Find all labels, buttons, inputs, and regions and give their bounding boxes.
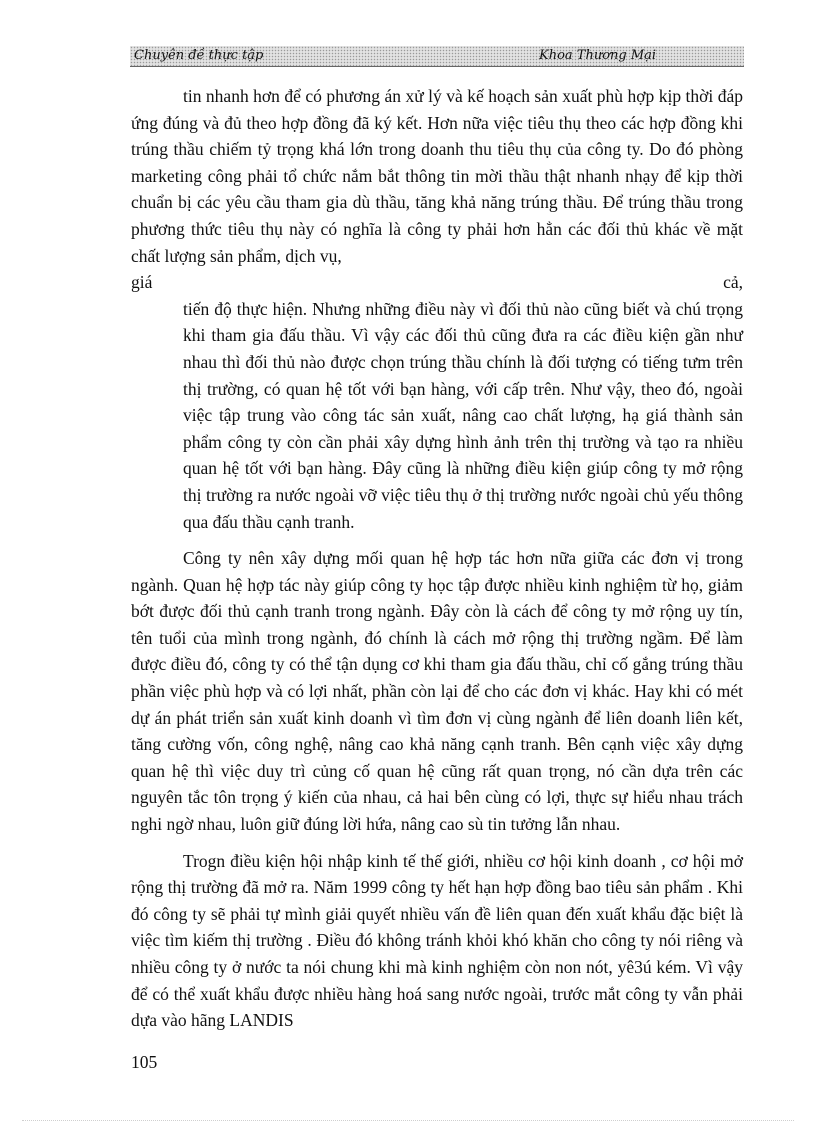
- header-course-title: Chuyên đề thực tập: [134, 48, 264, 63]
- paragraph-4: Trogn điều kiện hội nhập kinh tế thế giới, nhiều cơ hội kinh doanh , cơ hội mở rộng thị trường đã mở ra. Năm 1999 công ty hết hạn hợp đồng bao tiêu sản phẩm . Khi đó công ty sẽ phải tự mình giải quyết nhiều vấn đề liên quan đến xuất khẩu đặc biệt là việc tìm kiếm thị trường . Điều đó không tránh khỏi khó khăn cho công ty nói riêng và nhiều công ty ở nước ta nói chung khi mà kinh nghiệm còn non nót, yê3ú kém. Vì vậy để có thể xuất khẩu được nhiều hàng hoá sang nước ngoài, trước mắt công ty vẫn phải dựa vào hãng LANDIS: [131, 850, 743, 1031]
- document-body: [131, 83, 743, 1034]
- footer-divider: [22, 1120, 794, 1121]
- paragraph-3: Công ty nên xây dựng mối quan hệ hợp tác hơn nữa giữa các đơn vị trong ngành. Quan hệ hợp tác này giúp công ty học tập được nhiều kinh nghiệm từ họ, giảm bớt được đối thủ cạnh tranh trong ngành. Đây còn là cách để công ty mở rộng uy tín, tên tuổi của mình trong ngành, đó chính là cách mở rộng thị trường ngầm. Để làm được điều đó, công ty có thể tận dụng cơ khi tham gia đấu thầu, chỉ cố gắng trúng thầu phần việc phù hợp và có lợi nhất, phần còn lại để cho các đơn vị khác. Hay khi có mét dự án phát triển sản xuất kinh doanh vì tìm đơn vị cùng ngành để liên doanh liên kết, tăng cường vốn, công nghệ, nâng cao khả năng cạnh tranh. Bên cạnh việc xây dựng quan hệ thì việc duy trì củng cố quan hệ cũng rất quan trọng, nó cần dựa trên các nguyên tắc tôn trọng ý kiến của nhau, cả hai bên cùng có lợi, thực sự hiểu nhau trách nghi ngờ nhau, luôn giữ đúng lời hứa, nâng cao sù tin tưởng lẫn nhau.: [131, 548, 743, 835]
- split-word-left: giá: [131, 272, 153, 293]
- page-number: 105: [131, 1052, 158, 1072]
- paragraph-2: tiến độ thực hiện. Nhưng những điều này vì đối thủ nào cũng biết và chú trọng khi tham gia đấu thầu. Vì vậy các đối thủ cũng đưa ra các điều kiện gần như nhau thì đối thủ nào được chọn trúng thầu chính là đối tượng có tiếng tưm trên thị trường, có quan hệ tốt với bạn hàng, với cấp trên. Như vậy, theo đó, ngoài việc tập trung vào công tác sản xuất, nâng cao chất lượng, hạ giá thành sản phẩm công ty còn cần phải xây dựng hình ảnh trên thị trường và tạo ra nhiều quan hệ tốt với bạn hàng. Đây cũng là những điều kiện giúp công ty mở rộng thị trường ra nước ngoài vỡ việc tiêu thụ ở thị trường nước ngoài chủ yếu thông qua đấu thầu cạnh tranh.: [183, 298, 743, 532]
- split-word-right: cả,: [723, 272, 743, 293]
- justified-split-line: [131, 269, 743, 296]
- paragraph-1: tin nhanh hơn để có phương án xử lý và kế hoạch sản xuất phù hợp kịp thời đáp ứng đúng và đủ theo hợp đồng đã ký kết. Hơn nữa việc tiêu thụ theo các hợp đồng khi trúng thầu chiếm tỷ trọng khá lớn trong doanh thu tiêu thụ của công ty. Do đó phòng marketing công phải tổ chức nắm bắt thông tin mời thầu thật nhanh nhạy để kịp thời chuẩn bị các yêu cầu tham gia dù thầu, tăng khả năng trúng thầu. Để trúng thầu trong phương thức tiêu thụ này có nghĩa là công ty phải hơn hẳn các đối thủ khác về mặt chất lượng sản phẩm, dịch vụ,: [131, 86, 743, 266]
- running-header: [130, 46, 744, 67]
- header-department: Khoa Thương Mại: [539, 48, 657, 63]
